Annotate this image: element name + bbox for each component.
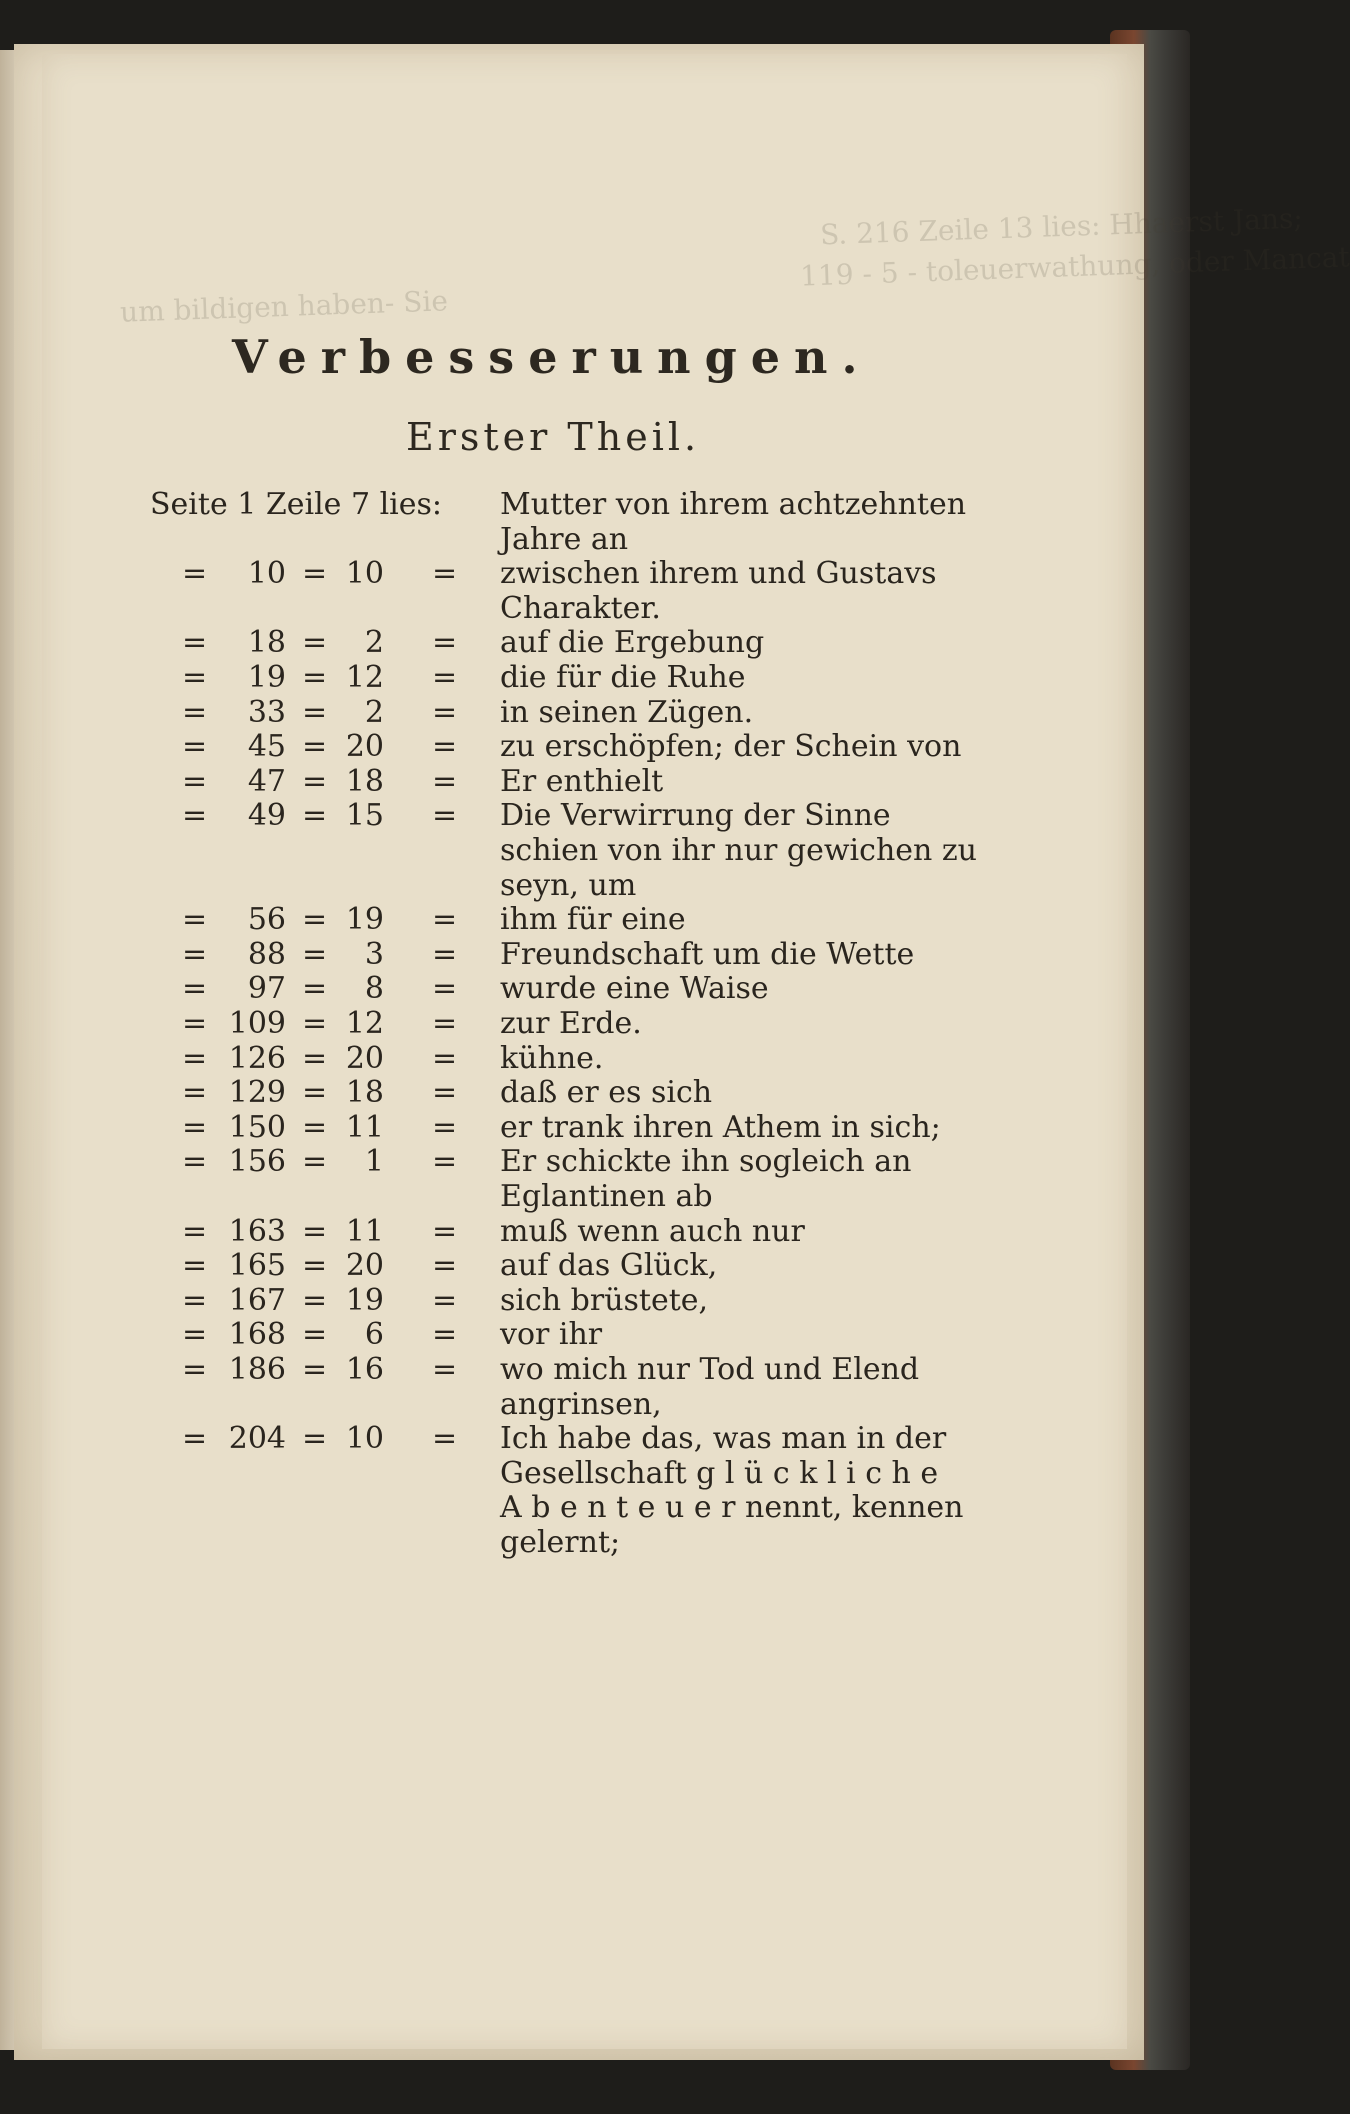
correction-text: gelernt; (500, 1525, 621, 1560)
ditto-mark: = (302, 1144, 328, 1180)
ditto-mark: = (302, 1352, 328, 1387)
ditto-mark: = (302, 1421, 328, 1457)
ditto-mark: = (302, 694, 328, 730)
line-number: 6 (364, 1317, 384, 1353)
page-number: 19 (247, 660, 286, 695)
correction-text: Jahre an (500, 521, 629, 557)
ditto-mark: = (432, 625, 458, 661)
ditto-mark: = (432, 936, 458, 972)
correction-text: angrinsen, (500, 1386, 662, 1422)
ditto-mark: = (432, 729, 458, 765)
ditto-mark: = (432, 1006, 458, 1041)
ditto-mark: = (432, 1213, 458, 1249)
correction-text: er trank ihren Athem in sich; (500, 1109, 941, 1145)
ditto-mark: = (302, 798, 328, 834)
ditto-mark: = (182, 625, 208, 661)
correction-text: wo mich nur Tod und Elend (500, 1352, 920, 1387)
page-number: 168 (228, 1317, 286, 1353)
line-number: 19 (345, 902, 384, 938)
ditto-mark: = (302, 1109, 328, 1145)
ditto-mark: = (302, 556, 328, 592)
line-number: 19 (345, 1282, 384, 1318)
ditto-mark: = (182, 1282, 208, 1318)
line-number: 20 (345, 1040, 384, 1076)
ditto-mark: = (182, 1075, 208, 1111)
correction-text: auf das Glück, (500, 1248, 718, 1284)
correction-text: Eglantinen ab (500, 1179, 713, 1214)
line-number: 11 (345, 1109, 384, 1145)
ditto-mark: = (182, 1421, 208, 1457)
page-number: 186 (228, 1352, 286, 1387)
correction-text: Gesellschaft g l ü c k l i c h e (500, 1455, 939, 1491)
correction-text: auf die Ergebung (500, 625, 765, 661)
ditto-mark: = (182, 1213, 208, 1249)
correction-text: Ich habe das, was man in der (500, 1421, 947, 1457)
ditto-mark: = (182, 556, 208, 592)
ditto-mark: = (182, 1040, 208, 1076)
ditto-mark: = (182, 694, 208, 730)
ditto-mark: = (432, 1317, 458, 1353)
page-number: 18 (247, 625, 286, 661)
page-number: 97 (247, 971, 286, 1007)
ditto-mark: = (432, 971, 458, 1007)
ditto-mark: = (182, 1352, 208, 1387)
line-number: 18 (345, 763, 384, 799)
correction-text: die für die Ruhe (500, 660, 746, 695)
ditto-mark: = (302, 729, 328, 765)
ditto-mark: = (182, 1248, 208, 1284)
ditto-mark: = (302, 1040, 328, 1076)
ditto-mark: = (182, 1006, 208, 1041)
correction-text: muß wenn auch nur (500, 1213, 805, 1249)
bleed-through-line-3: um bildigen haben- Sie (119, 284, 449, 329)
correction-text: Charakter. (500, 590, 661, 626)
line-number: 16 (345, 1352, 384, 1387)
ditto-mark: = (182, 971, 208, 1007)
ditto-mark: = (432, 763, 458, 799)
line-number: 20 (345, 729, 384, 765)
ditto-mark: = (302, 660, 328, 695)
ditto-mark: = (182, 798, 208, 834)
ditto-mark: = (432, 798, 458, 834)
correction-text: seyn, um (500, 867, 637, 903)
line-number: 2 (364, 625, 384, 661)
ditto-mark: = (182, 763, 208, 799)
ditto-mark: = (432, 1352, 458, 1387)
page-number: 165 (228, 1248, 286, 1284)
correction-text: ihm für eine (500, 902, 686, 938)
ditto-mark: = (302, 1213, 328, 1249)
ditto-mark: = (432, 556, 458, 592)
ditto-mark: = (182, 729, 208, 765)
correction-header: Seite 1 Zeile 7 lies: (150, 487, 443, 522)
ditto-mark: = (432, 1421, 458, 1457)
correction-text: vor ihr (500, 1317, 603, 1353)
ditto-mark: = (182, 1317, 208, 1353)
ditto-mark: = (432, 660, 458, 695)
correction-text: Freundschaft um die Wette (500, 936, 915, 972)
bleed-through-line-1: S. 216 Zeile 13 lies: Hhaerst Jans; (819, 201, 1304, 252)
ditto-mark: = (302, 1248, 328, 1284)
ditto-mark: = (302, 971, 328, 1007)
page-number: 56 (247, 902, 286, 938)
ditto-mark: = (302, 936, 328, 972)
correction-text: Er enthielt (500, 763, 664, 799)
ditto-mark: = (182, 902, 208, 938)
page-number: 167 (228, 1282, 286, 1318)
page-number: 163 (228, 1213, 286, 1249)
ditto-mark: = (432, 694, 458, 730)
correction-text: Er schickte ihn sogleich an (500, 1144, 912, 1180)
line-number: 1 (364, 1144, 384, 1180)
correction-text: zu erschöpfen; der Schein von (500, 729, 962, 765)
page-number: 109 (228, 1006, 286, 1041)
ditto-mark: = (432, 1075, 458, 1111)
correction-text: sich brüstete, (500, 1282, 709, 1318)
ditto-mark: = (182, 1144, 208, 1180)
page-number: 10 (247, 556, 286, 592)
line-number: 3 (364, 936, 384, 972)
ditto-mark: = (302, 1317, 328, 1353)
ditto-mark: = (302, 625, 328, 661)
line-number: 10 (345, 1421, 384, 1457)
line-number: 11 (345, 1213, 384, 1249)
line-number: 20 (345, 1248, 384, 1284)
correction-text: zur Erde. (500, 1006, 642, 1041)
ditto-mark: = (432, 902, 458, 938)
correction-text: Mutter von ihrem achtzehnten (500, 487, 967, 522)
page-number: 204 (228, 1421, 286, 1457)
ditto-mark: = (302, 902, 328, 938)
correction-text: schien von ihr nur gewichen zu (500, 833, 977, 868)
line-number: 12 (345, 1006, 384, 1041)
page-number: 47 (247, 763, 286, 799)
page-number: 150 (228, 1109, 286, 1145)
correction-text: Die Verwirrung der Sinne (500, 798, 891, 834)
page-number: 33 (247, 694, 286, 730)
page-title: Verbesserungen. (232, 330, 872, 384)
ditto-mark: = (182, 1109, 208, 1145)
page-number: 126 (228, 1040, 286, 1076)
ditto-mark: = (302, 1006, 328, 1041)
ditto-mark: = (432, 1282, 458, 1318)
correction-text: daß er es sich (500, 1075, 713, 1111)
ditto-mark: = (432, 1109, 458, 1145)
ditto-mark: = (432, 1144, 458, 1180)
line-number: 2 (364, 694, 384, 730)
ditto-mark: = (182, 660, 208, 695)
page-number: 129 (228, 1075, 286, 1111)
page-number: 49 (247, 798, 286, 834)
line-number: 18 (345, 1075, 384, 1111)
ditto-mark: = (302, 1075, 328, 1111)
correction-text: zwischen ihrem und Gustavs (500, 556, 937, 592)
section-subtitle: Erster Theil. (406, 415, 701, 459)
page-number: 45 (247, 729, 286, 765)
page-number: 156 (228, 1144, 286, 1180)
line-number: 8 (364, 971, 384, 1007)
ditto-mark: = (302, 763, 328, 799)
line-number: 15 (345, 798, 384, 834)
ditto-mark: = (182, 936, 208, 972)
ditto-mark: = (302, 1282, 328, 1318)
line-number: 12 (345, 660, 384, 695)
bleed-through-line-2: 119 - 5 - toleuerwathung, oder Mancat (799, 240, 1350, 293)
ditto-mark: = (432, 1248, 458, 1284)
page-number: 88 (247, 936, 286, 972)
ditto-mark: = (432, 1040, 458, 1076)
correction-text: in seinen Zügen. (500, 694, 754, 730)
correction-text: wurde eine Waise (500, 971, 769, 1007)
line-number: 10 (345, 556, 384, 592)
correction-text: kühne. (500, 1040, 604, 1076)
correction-text: A b e n t e u e r nennt, kennen (500, 1490, 964, 1526)
